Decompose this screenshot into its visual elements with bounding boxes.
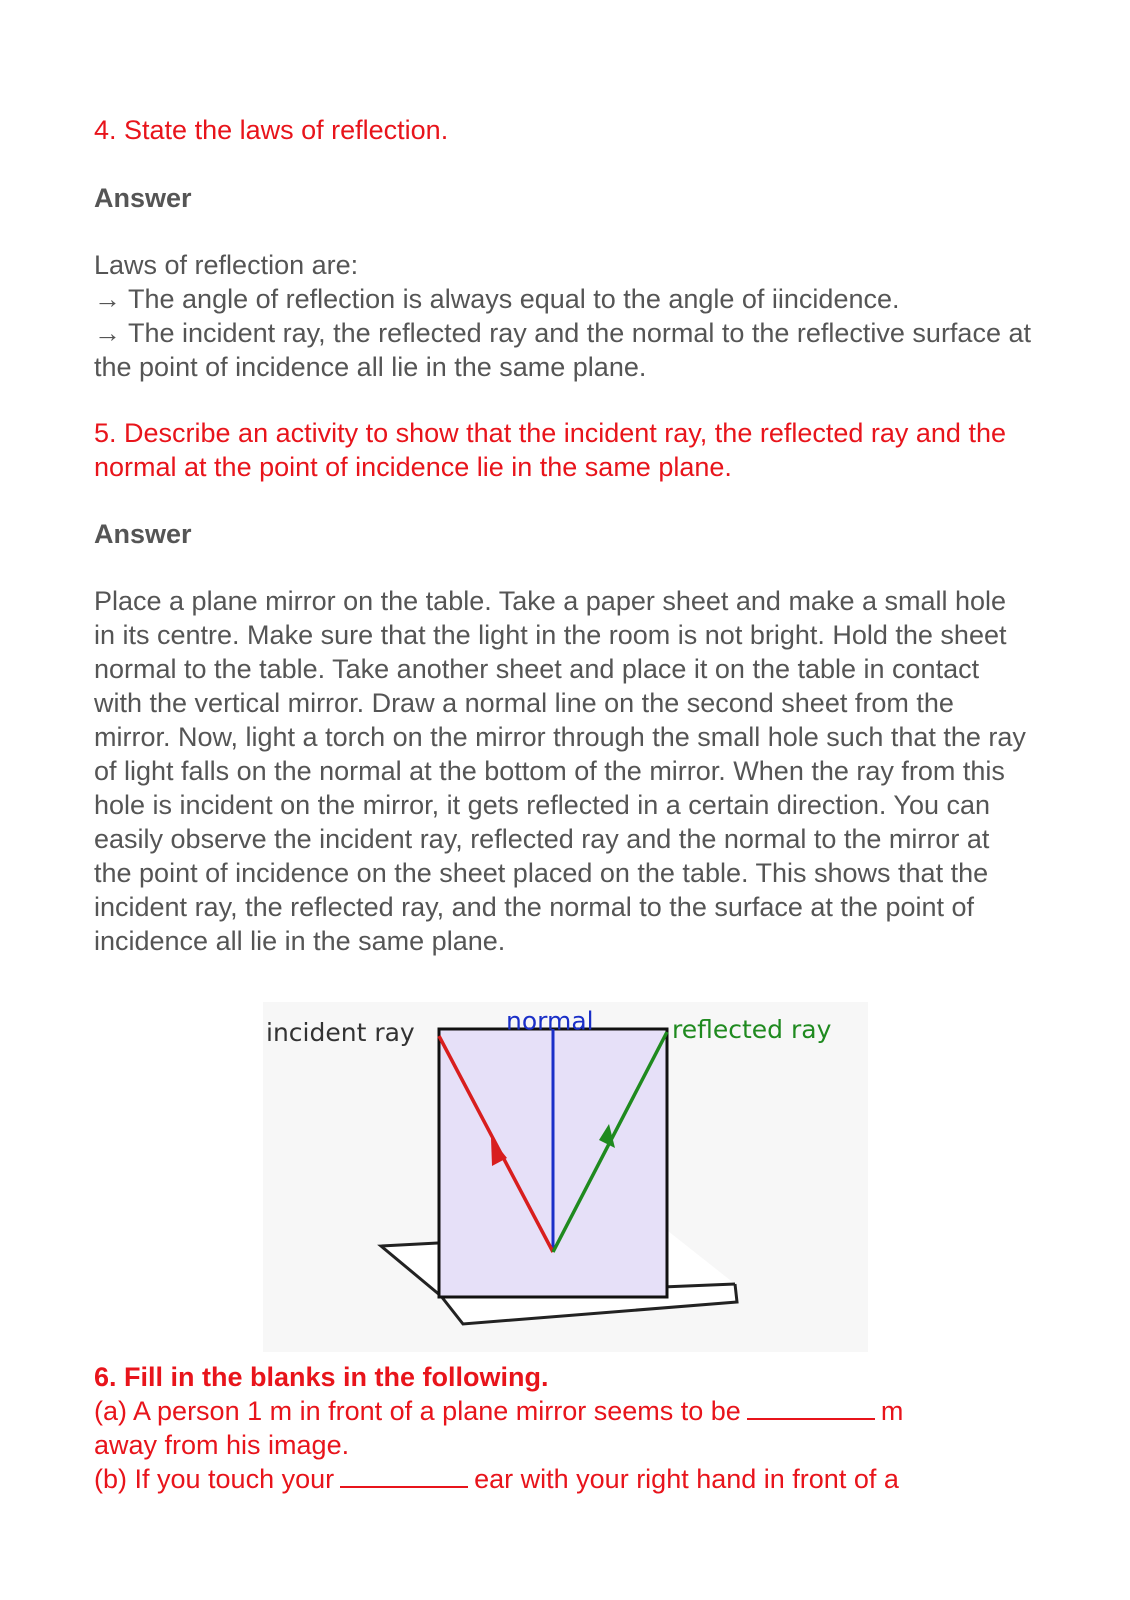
question-6a-cont: away from his image. bbox=[94, 1430, 350, 1460]
blank-6b bbox=[340, 1464, 468, 1488]
question-6a-text-1: (a) A person 1 m in front of a plane mirror seems to be bbox=[94, 1396, 741, 1426]
question-6 bbox=[94, 1360, 1034, 1496]
laws-intro: Laws of reflection are: bbox=[94, 250, 359, 280]
question-4: 4. State the laws of reflection. bbox=[94, 115, 449, 145]
laws-block bbox=[94, 248, 1034, 384]
reflection-diagram bbox=[263, 1002, 868, 1352]
question-6b-text-1: (b) If you touch your bbox=[94, 1464, 335, 1494]
label-reflected-ray: reflected ray bbox=[672, 1015, 832, 1044]
reflection-diagram-svg bbox=[263, 1002, 868, 1352]
label-incident-ray: incident ray bbox=[266, 1018, 415, 1047]
answer-label-2: Answer bbox=[94, 519, 192, 549]
activity-paragraph: Place a plane mirror on the table. Take a paper sheet and make a small hole in its centre. Make sure that the light in the room is not bright. Hold the sheet normal to the table. Take another sheet and place it on the table in contact with the vertical mirror. Draw a normal line on the second sheet from the mirror. Now, light a torch on the mirror through the small hole such that the ray of light falls on the normal at the bottom of the mirror. When the ray from this hole is incident on the mirror, it gets reflected in a certain direction. You can easily observe the incident ray, reflected ray and the normal to the mirror at the point of incidence on the sheet placed on the table. This shows that the incident ray, the reflected ray, and the normal to the surface at the point of incidence all lie in the same plane. bbox=[94, 586, 1026, 956]
question-6b bbox=[94, 1462, 1034, 1496]
question-6-title: 6. Fill in the blanks in the following. bbox=[94, 1362, 549, 1392]
question-6a-text-2: m bbox=[880, 1396, 904, 1426]
law-2: → The incident ray, the reflected ray and the normal to the reflective surface at the point of incidence all lie in the same plane. bbox=[94, 318, 1031, 382]
answer-label-1: Answer bbox=[94, 183, 192, 213]
law-1: → The angle of reflection is always equal to the angle of iincidence. bbox=[94, 284, 900, 314]
blank-6a bbox=[747, 1396, 875, 1420]
question-6b-text-2: ear with your right hand in front of a bbox=[474, 1464, 899, 1494]
question-5: 5. Describe an activity to show that the incident ray, the reflected ray and the normal at the point of incidence lie in the same plane. bbox=[94, 418, 1006, 482]
question-6a bbox=[94, 1394, 1034, 1428]
label-normal: normal bbox=[506, 1006, 594, 1036]
